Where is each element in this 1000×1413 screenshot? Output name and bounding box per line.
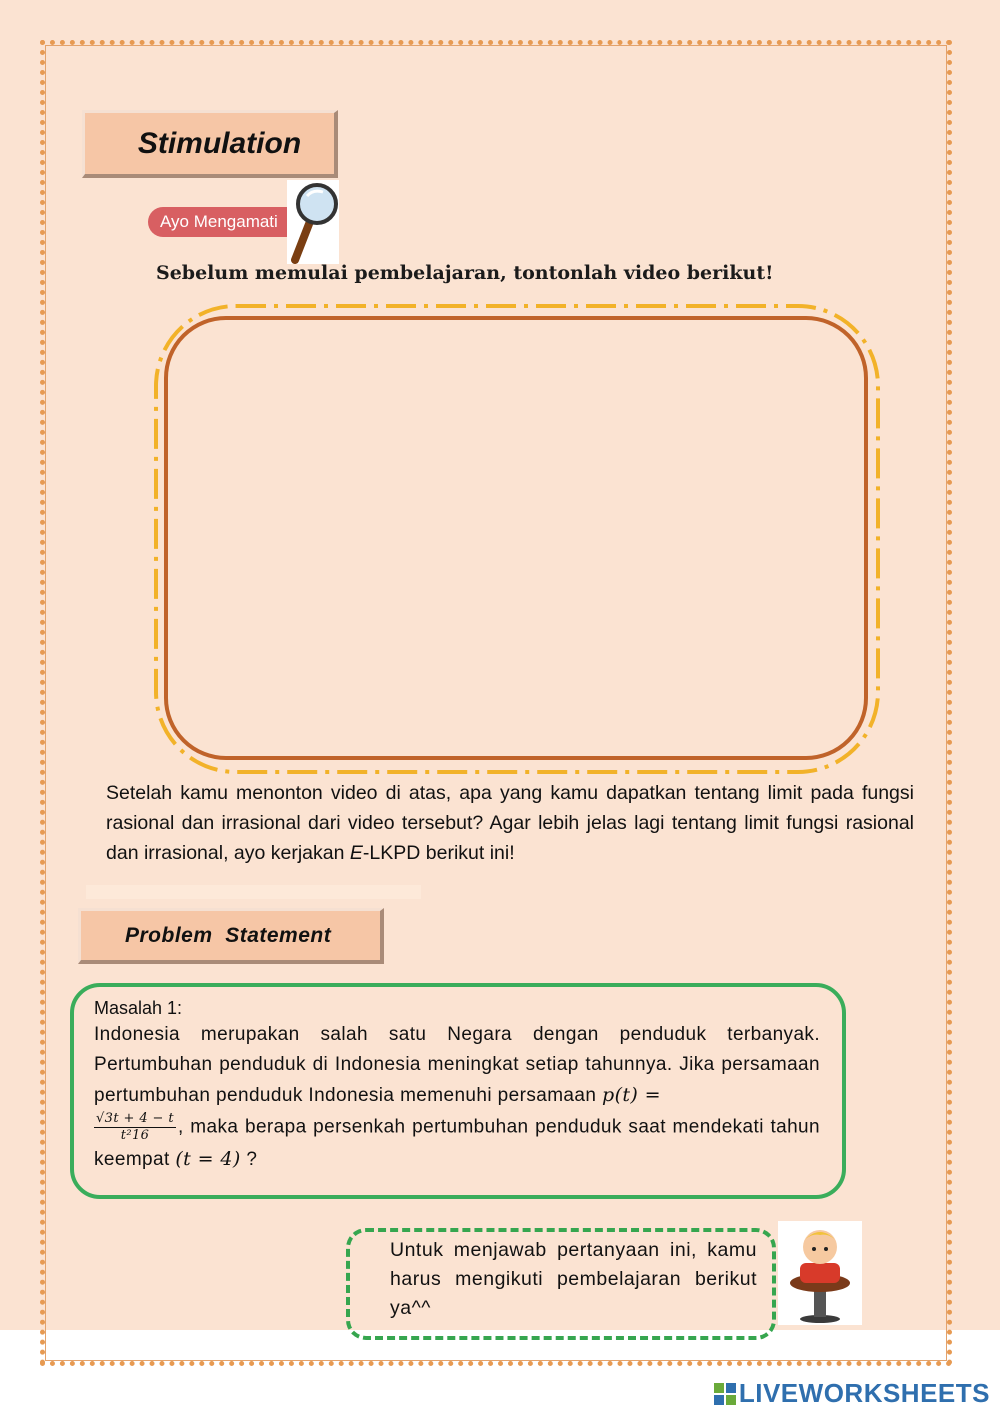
fraction-denominator: t²16	[120, 1128, 150, 1143]
problem-statement-heading	[78, 908, 384, 964]
student-illustration-icon	[778, 1221, 862, 1325]
stimulation-heading	[82, 110, 338, 178]
liveworksheets-footer[interactable]	[713, 1378, 990, 1409]
paragraph-text-end: -LKPD berikut ini!	[362, 842, 515, 864]
problem-fraction	[94, 1111, 176, 1144]
magnifier-icon	[287, 180, 339, 264]
problem-text-2: , maka berapa persenkah pertumbuhan penduduk saat mendekati tahun keempat	[94, 1116, 820, 1170]
intro-instruction: Sebelum memulai pembelajaran, tontonlah video berikut!	[156, 262, 774, 284]
reflection-paragraph	[106, 778, 914, 868]
stimulation-title: Stimulation	[137, 126, 302, 160]
fraction-numerator: √3t + 4 − t	[96, 1111, 174, 1126]
paragraph-italic-e: E	[349, 842, 363, 864]
problem-condition: (t = 4)	[175, 1148, 241, 1170]
paragraph-text: Setelah kamu menonton video di atas, apa yang kamu dapatkan tentang limit pada fungsi rasional dan irrasional dari video tersebut? Agar lebih jelas lagi tentang limit fungsi rasional dan irrasional, ayo kerjakan	[106, 782, 914, 864]
liveworksheets-logo-icon	[713, 1382, 737, 1406]
problem-statement-title: Problem Statement	[125, 923, 332, 947]
problem-function: p(t) =	[602, 1084, 661, 1106]
problem-text-3: ?	[240, 1149, 258, 1170]
problem-heading: Masalah 1:	[94, 998, 183, 1018]
problem-text	[94, 1020, 820, 1175]
liveworksheets-brand: LIVEWORKSHEETS	[738, 1378, 990, 1408]
problem-text-1: Indonesia merupakan salah satu Negara dengan penduduk terbanyak. Pertumbuhan penduduk di Indonesia meningkat setiap tahunnya. Jika persamaan pertumbuhan penduduk Indonesia memenuhi persamaan	[94, 1024, 820, 1106]
hint-text: Untuk menjawab pertanyaan ini, kamu harus mengikuti pembelajaran berikut ya^^	[390, 1239, 757, 1319]
ayo-mengamati-label: Ayo Mengamati	[160, 212, 278, 231]
faint-highlight	[86, 885, 421, 899]
video-frame[interactable]	[150, 300, 890, 780]
